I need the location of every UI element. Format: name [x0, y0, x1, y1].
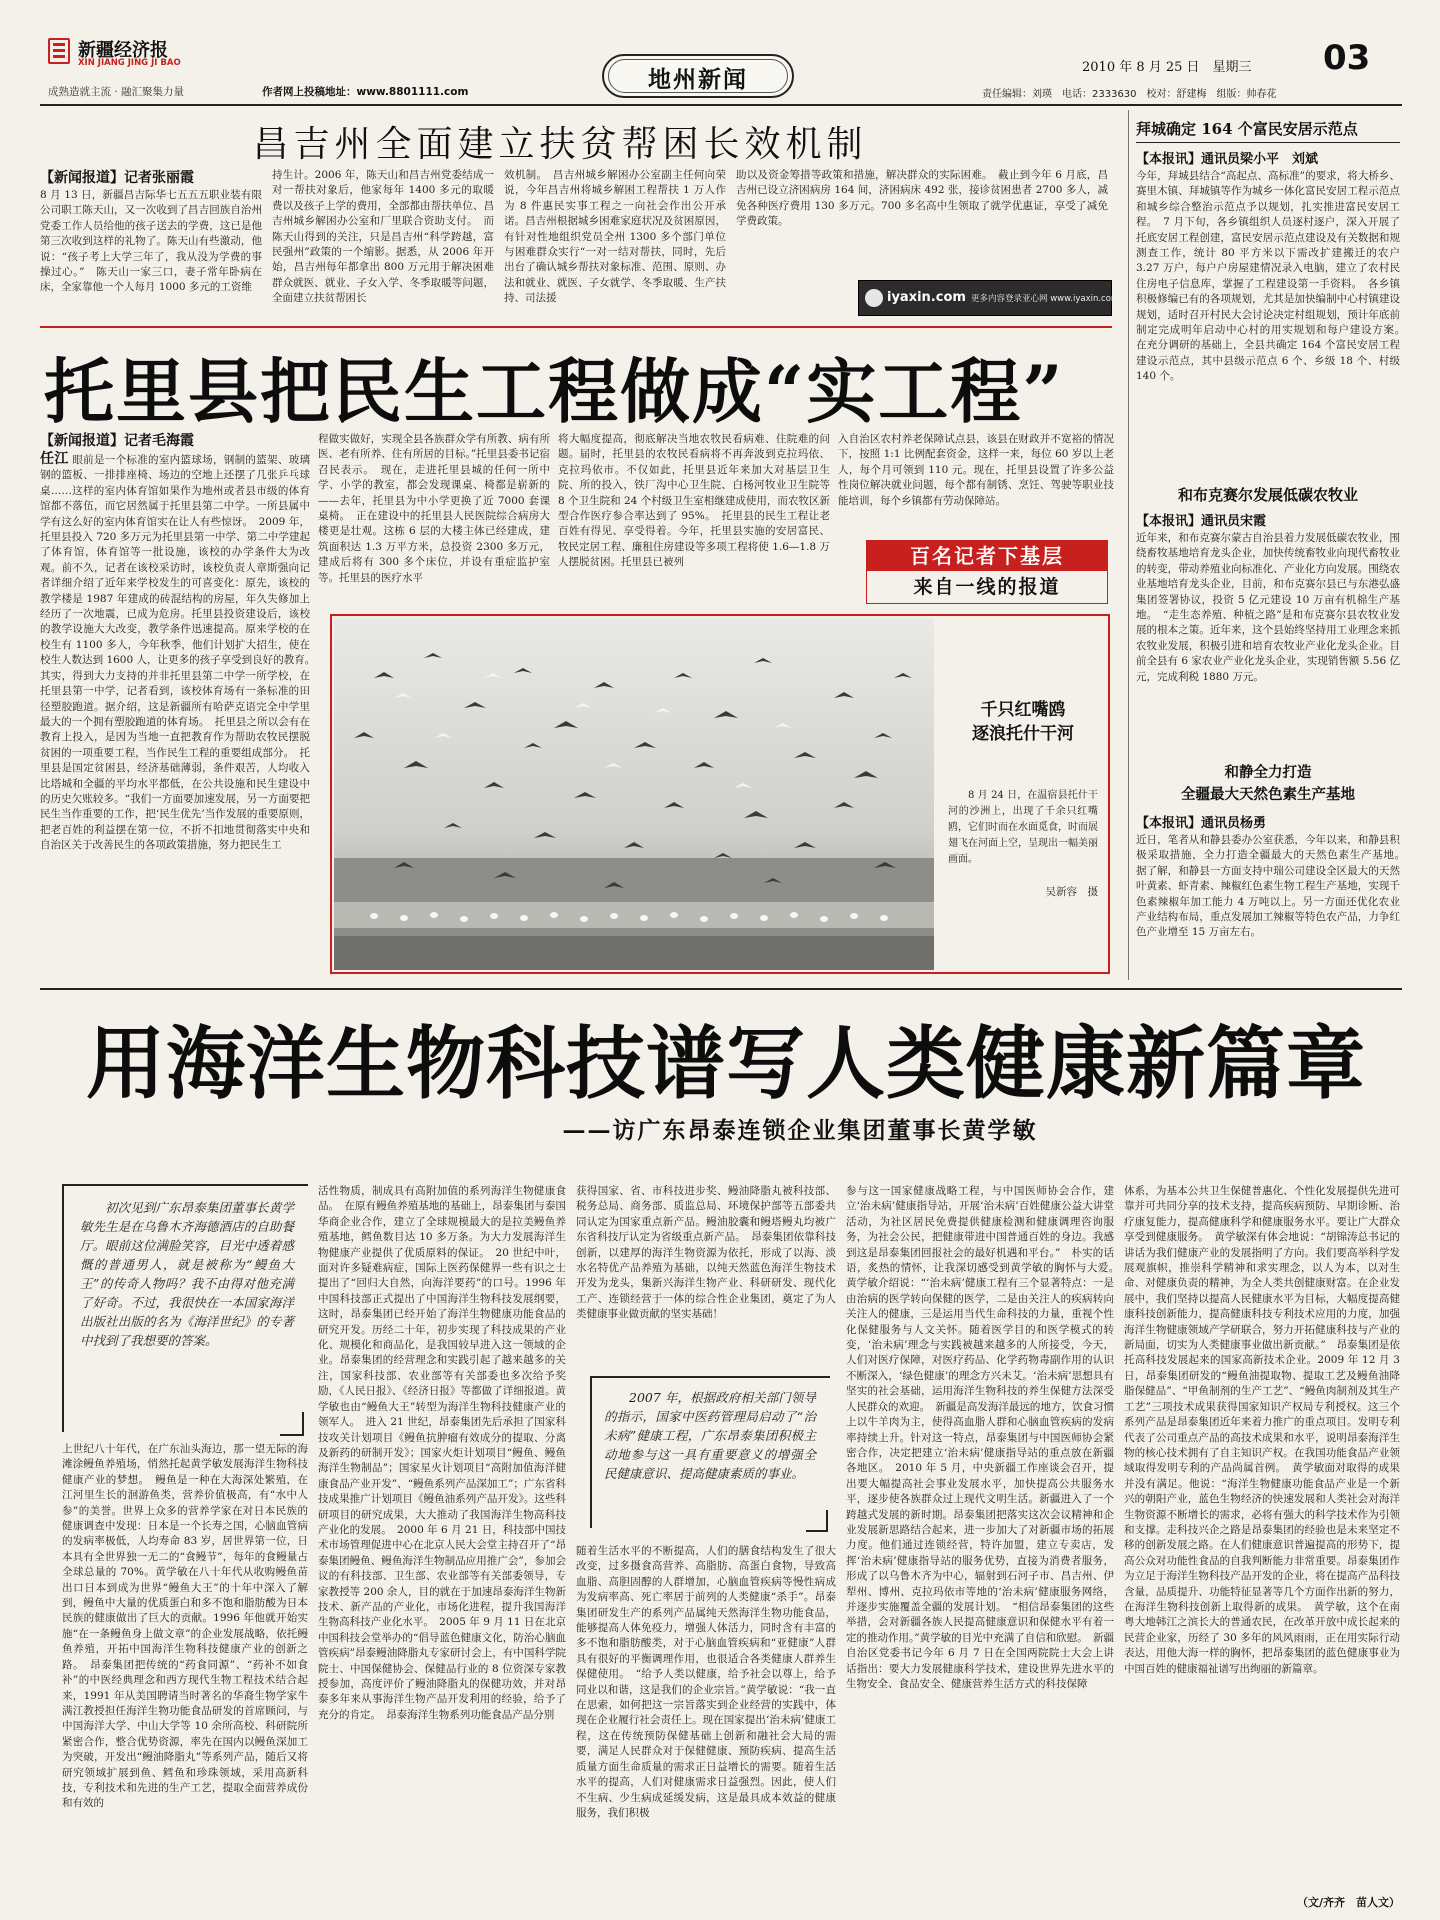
- article2-text-1: 眼前是一个标准的室内篮球场，钢制的篮架、玻璃钢的篮板、一排排座椅、场边的空地上还摆了几张乒乓球桌……这样的室内体育馆如果作为地州或者县市级的体育馆都不落伍，而它居然属于托里县第二中学。一所县属中学有这么好的室内体育馆实在让人有些惊讶。 2009 年，托里县投入 720 多万元为托里县第一中学、第二中学建起了体育馆，体育馆等一批设施，该校的办学条件大为改观。前不久，记者在该校采访时，该校负责人章斯强向记者详细介绍了近年来学校发生的可喜变化：原先，该校的教学楼是 1987 年建成的砖混结构的房屋，年久失修加上经历了一次地震，已成为危房。托里县投资建设后，该校的教学设施大大改变，教学条件迅速提高。原来学校的在校生有 1100 多人，今年秋季，他们计划扩大招生，使在校生人数达到 1600 人，让更多的孩子享受到良好的教育。 其实，得到大力支持的并非托里县第二中学一所学校，在托里县第一中学，记者看到，该校体育场有一条标准的田径塑胶跑道。据介绍，这是新疆所有哈萨克语完全中学里最大的一个拥有塑胶跑道的体育场。 托里县之所以会有在教育上投入，是因为当地一直把教育作为帮助农牧民摆脱贫困的一项重要工程，当作民生工程的重要组成部分。 托里县是国定贫困县，经济基础薄弱，条件艰苦，人均收入比塔城和全疆的平均水平都低，在公共设施和民生建设中的历史欠账较多。“我们一方面要加速发展，另一方面要把民生当作重要的工作，把‘民生优先’当作发展的重要原则，把老百姓的利益摆在第一位，不折不扣地贯彻落实中央和自治区关于改善民生的各项政策措施，努力把民生工: [40, 454, 321, 852]
- ad-text: 更多内容登录亚心网 www.iyaxin.com: [971, 294, 1120, 304]
- article2-col-4: 入自治区农村养老保障试点县，该县在财政并不宽裕的情况下，按照 1:1 比例配套资金，这样一来，每位 60 岁以上老人，每个月可领到 110 元。现在，托里县设置了许多公益性岗位解决就业问题，每个都有制锈、烹饪、驾驶等职业技能培训，每个乡镇都有劳动保障站。: [838, 433, 1114, 507]
- article2-headline: 托里县把民生工程做成“实工程”: [44, 350, 1065, 433]
- article2-byline: 【新闻报道】记者毛海霞: [40, 433, 194, 449]
- article2-col-3: 将大幅度提高，彻底解决当地农牧民看病难、住院难的问题。届时，托里县的农牧民看病将不再奔波到克拉玛依、克拉玛依市。不仅如此，托里县近年来加大对基层卫生院、所的投入，铁厂沟中心卫生院、白杨河牧业卫生院等 8 个卫生院和 24 个村级卫生室相继建成使用，而农牧区新型合作医疗参合率达到了 95%。 托里县的民生工程让老百姓有得见、享受得着。今年，托里县实施的安居富民、牧民定居工程、廉租住房建设等多项工程将使 1.6—1.8 万人摆脱贫困。托里县已被列: [558, 433, 830, 569]
- article1-headline: 昌吉州全面建立扶贫帮困长效机制: [252, 124, 868, 165]
- article1-bottom-rule: [40, 326, 1112, 328]
- quote-text-1: 初次见到广东昂泰集团董事长黄学敏先生是在乌鲁木齐海德酒店的自助餐厅。眼前这位满脸笑容，目光中透着感慨的普通男人，就是被称为“鳗鱼大王”的传奇人物吗？我不由得对他充满了好奇。不过，我很快在一本国家海洋出版社出版的名为《海洋世纪》的专著中找到了我想要的答案。: [80, 1200, 294, 1348]
- sidebar-body-2: 近年来，和布克赛尔蒙古自治县着力发展低碳农牧业，围绕畜牧基地培育龙头企业，加快传统畜牧业向现代畜牧业的转变，带动养殖业向标准化、产业化方向发展。围绕农业基地培育龙头企业，目前，和布克赛尔县已与东港弘盛集团签署协议，投资 5 亿元建设 10 万亩有机棉生产基地。 “走生态养殖、种植之路”是和布克赛尔县农牧业发展的根本之策。近年来，这个县始终坚持用工业理念来抓农牧业发展，积极引进和培育农牧业产业化龙头企业。目前全县有 6 家农业产业化龙头企业，实现销售额 5.56 亿元，完成利税 1880 万元。: [1136, 532, 1400, 683]
- article3-col-5: 体系，为基本公共卫生保健普惠化、个性化发展提供先进可靠并可共同分享的技术支持，提高疾病预防、早期诊断、治疗康复能力，提高健康科学和健康服务水平。要让广大群众享受到健康服务。 黄学敏深有体会地说：“胡锦涛总书记的讲话为我们健康产业的发展指明了方向。我们要高举科学发展观旗帜，推崇科学精神和求实理念，以人为本，以对生命、对健康负责的精神，为全人类共创健康财富。在企业发展中，我们坚持以提高人民健康水平为目标，大幅度提高健康科技创新能力，提高健康科技专利技术应用的力度，加强海洋生物健康领域产学研联合，努力开拓健康科技与产业的新局面，切实为人类健康事业做出新贡献。” 昂泰集团是依托高科技发展起来的国家高新技术企业。2009 年 12 月 3 日，昂泰集团研发的“鳗鱼油提取物、提取工艺及鳗鱼油降脂保健品”、“甲鱼制剂的生产工艺”、“鳗鱼肉制剂及其生产工艺”三项技术成果获得国家知识产权局专利授权。这三个系列产品是昂泰集团近年来着力推广的重点项目。发明专利代表了公司重点产品的高技术成果和水平，说明昂泰海洋生物的核心技术拥有了自主知识产权。在我国功能食品产业领域取得发明专利的产品尚属首例。 黄学敏面对取得的成果并没有满足。他说：“海洋生物健康功能食品产业是一个新兴的朝阳产业，蓝色生物经济的快速发展和人类社会对海洋生物资源不断增长的需求，必将有强大的科学技术作为引领和支撑。走科技兴企之路是昂泰集团的经验也是未来坚定不移的创新发展之路。在人们健康意识普遍提高的形势下，提高公众对功能性食品的自我判断能力非常重要。昂泰集团作为立足于海洋生物科技产品开发的企业，将在提高产品科技含量，品质提升、功能特征显著等几个方面作出新的努力，在海洋生物科技创新上取得新的成果。 黄学敏，这个在南粤大地韩江之滨长大的普通农民，在改革开放中成长起来的民营企业家，历经了 30 多年的风风雨雨，正在用实际行动表达，用他大海一样的胸怀，把昂泰集团的蓝色健康事业为中国百姓的健康福祉谱写出绚丽的新篇章。: [1124, 1185, 1400, 1675]
- photo-title: [948, 698, 1098, 746]
- photo-caption: 8 月 24 日，在温宿县托什干河的沙洲上，出现了千余只红嘴鸥，它们时而在水面觅食，时而展翅飞在河面上空，呈现出一幅美丽画面。: [948, 790, 1098, 865]
- article1-col-3: 效机制。 昌吉州城乡解困办公室副主任何向荣说，今年昌吉州将城乡解困工程帮扶 1 万人作为 8 件惠民实事工程之一向社会作出公开承诺。昌吉州根据城乡困难家庭状况及贫困原因，有针对性地组织党员全州 1300 多个部门单位与困难群众实行“一对一结对帮扶，同时，先后出台了确认城乡帮扶对象标准、范围、原则、办法和就业、就医、子女就学、冬季取暖、生产扶持、司法援: [504, 169, 726, 305]
- article1-col-2: 持生计。2006 年，陈天山和昌吉州党委结成一对一帮扶对象后，他家每年 1400 多元的取暖费以及孩子上学的费用，全部都由帮扶单位、昌吉州城乡解困办公室和厂里联合资助支付。 而陈天山得到的关注，只是昌吉州“科学跨越，富民强州”政策的一个缩影。据悉，从 2006 年开始，昌吉州每年都拿出 800 万元用于解决困难群众就医、就业、子女入学、冬季取暖等问题，全面建立扶贫帮困长: [272, 169, 494, 305]
- sidebar-head-3-line1: 和静全力打造: [1224, 764, 1312, 781]
- logo-text: 新疆经济报: [78, 40, 168, 61]
- sidebar-head-2: 和布克赛尔发展低碳农牧业: [1177, 486, 1358, 504]
- sidebar-byline-1: 【本报讯】通讯员梁小平 刘斌: [1136, 152, 1319, 167]
- series-badge: [866, 540, 1108, 604]
- sidebar-rule-1: [1136, 142, 1400, 143]
- article1-col-4: 助以及资金筹措等政策和措施，解决群众的实际困难。 截止到今年 6 月底，昌吉州已设立济困病房 164 间，济困病床 492 张，接诊贫困患者 2700 多人，减免各种医疗费用 130 多万元。700 多名高中生领取了就学优惠证，享受了减免学费政策。: [736, 169, 1108, 228]
- article3-col-2: 活性物质，制成具有高附加值的系列海洋生物健康食品。 在原有鳗鱼养殖基地的基础上，昂泰集团与泰国华商企业合作，建立了全球规模最大的是拉美鳗鱼养殖基地，鳕鱼数目达 10 多万条。为大力发展海洋生物健康产业提供了优质原料的保证。 20 世纪中叶，面对许多疑难病症，国际上医药保健界一些有识之士提出了“回归大自然，向海洋要药”的口号。1996 年中国科技部正式提出了中国海洋生物科技发展纲要，这时，昂泰集团已经开始了海洋生物健康功能食品的研究开发。历经二十年，初步实现了科技成果的产业化、规模化和商品化，是我国较早进入这一领域的企业。昂泰集团的经营理念和实践引起了越来越多的关注，国家科技部、农业部等有关部委也多次给予奖励，《人民日报》、《经济日报》等都做了详细报道。黄学敏也由“鳗鱼大王”转型为海洋生物科技健康产业的领军人。 进入 21 世纪，昂泰集团先后承担了国家科技攻关计划项目《鳗鱼抗肿瘤有效成分的提取、分离及新药的研制开发》；国家火炬计划项目“鳗鱼、鳗鱼海洋生物制品”；国家星火计划项目“高附加值海洋健康食品产业开发”、“鳗鱼系列产品深加工”；广东省科技成果推广计划项目《鳗鱼油系列产品开发》。这些科研项目的研究成果，大大推动了我国海洋生物高科技产业化的发展。 2000 年 6 月 21 日，科技部中国技术市场管理促进中心在北京人民大会堂主持召开了“昂泰集团鳗鱼、鳗鱼海洋生物制品应用推广会”，参加会议的有科技部、卫生部、农业部等有关部委领导，专家教授等 200 余人，目的就在于加速昂泰海洋生物新技术、新产品的产业化，市场化进程，提升我国海洋生物高科技产业化水平。 2005 年 9 月 11 日在北京中国科技会堂举办的“倡导蓝色健康文化，防治心脑血管疾病”昂泰鳗油降脂丸专家研讨会上，有中国科学院院士、中国保健协会、保健品行业的 8 位资深专家教授参加，高度评价了鳗油降脂丸的保健功效，并对昂泰多年来从事海洋生物产品开发利用的经验，给予了充分的肯定。 昂泰海洋生物系列功能食品产品分别: [318, 1185, 566, 1721]
- page-number: 03: [1323, 38, 1371, 78]
- iyaxin-logo-icon: [865, 289, 883, 307]
- article2-col-2: 程做实做好，实现全县各族群众学有所教、病有所医、老有所养、住有所居的目标。”托里县委书记宿召民表示。 现在，走进托里县城的任何一所中学、小学的教室，都会发现课桌、椅都是崭新的——去年，托里县为中小学更换了近 7000 套课桌椅。 正在建设中的托里县人民医院综合病房大楼更是壮观。这栋 6 层的大楼主体已经建成，建筑面积达 1.3 万平方米，总投资 2300 多万元，建成后将有 300 多个床位，并设有重症监护室等。托里县的医疗水平: [318, 433, 550, 584]
- article2-bottom-rule: [40, 988, 1402, 990]
- issue-date: 2010 年 8 月 25 日 星期三: [1082, 60, 1252, 75]
- series-badge-bottom: 来自一线的报道: [913, 576, 1061, 598]
- sidebar-story-3: [1136, 814, 1411, 980]
- logo-pinyin: XIN JIANG JING JI BAO: [78, 58, 181, 68]
- masthead-logo: [48, 34, 218, 74]
- article3-col-3b: 随着生活水平的不断提高，人们的膳食结构发生了很大改变，过多摄食高营养、高脂肪、高蛋白食物，导致高血脂、高胆固醇的人群增加，心脑血管疾病等慢性病成为发病率高、死亡率居于前列的人类健康“杀手”。昂泰集团研发生产的系列产品属纯天然海洋生物功能食品，能够提高人体免疫力，增强人体活力，同时含有丰富的多不饱和脂肪酸类，对于心脑血管疾病和“亚健康”人群具有很好的平衡调理作用，也很适合各类健康人群养生保健使用。 “给予人类以健康，给予社会以尊上，给予同业以和谐，这是我们的企业宗旨。”黄学敏说：“我一直在思索，如何把这一宗旨落实到企业经营的实践中，体现在企业履行社会责任上。现在国家提出‘治未病’健康工程，这在传统预防保健基础上创新和融社会大局的需要，满足人民群众对于保健健康、预防疾病、提高生活质量方面生命质量的需求正日益增长的需要。随着生活水平的提高，人们对健康需求日益强烈。因此，使人们不生病、少生病成延缓发病，这是最具成本效益的健康服务，我们积极: [576, 1545, 836, 1819]
- sidebar-body-1: 今年，拜城县结合“高起点、高标准”的要求，将大桥乡、赛里木镇、拜城镇等作为城乡一体化富民安居工程示范点和城乡综合整治示范点予以规划，扎实推进富民安居工程。 7 月下旬，各乡镇组织人员逐村逐户，深入开展了托底安居工程创建，富民安居示范点建设及有关数据和规测查工作，统计 80 平方米以下需改扩建搬迁的农户 3.27 万户，每户户房屋建情况录入电脑，建立了农村民住房电子信息库，掌握了工程建设第一手资料。 各乡镇积极修编已有的各项规划，尤其是加快编制中心村镇建设规划，适时召开村民大会讨论决定村组规划，预计年底前制定完成明年启动中心村的用实规划和每户建设方案。 在充分调研的基础上，全县共确定 164 个富民安居工程建设示范点，其中县级示范点 6 个、乡级 18 个、村级 140 个。: [1136, 170, 1411, 383]
- article1-byline: 【新闻报道】记者张丽霞: [40, 170, 194, 186]
- photo-credit: 吴新容 摄: [1045, 886, 1098, 898]
- article1-text-1: 8 月 13 日，新疆昌吉际华七五五五职业装有限公司职工陈天山，又一次收到了昌吉回族自治州党委工作人员给他的孩子送去的学费，这已是他第三次收到这样的礼物了。陈天山有些激动，他说：“孩子考上大学三年了，我从没为学费的事操过心。” 陈天山一家三口，妻子常年卧病在床，全家靠他一个人每月 1000 多元的工资维: [40, 189, 262, 294]
- quote-box-1-end: [280, 1412, 304, 1436]
- sidebar-body-3: 近日，笔者从和静县委办公室获悉，今年以来，和静县积极采取措施，全力打造全疆最大的天然色素生产基地。 据了解，和静县一方面支持中瑞公司建设全区最大的天然叶黄素、虾青素、辣椒红色素生物工程生产基地，实现千色素辣椒年加工能力 4 万吨以上。另一方面还优化农业产业结构布局，重点发展加工辣椒等特色农产品，力争红色产业增至 15 万亩左右。: [1136, 834, 1411, 939]
- slogan: 成熟造就主流 · 融汇聚集力量: [48, 86, 185, 98]
- article3-col-3a: 获得国家、省、市科技进步奖、鳗油降脂丸被科技部、税务总局、商务部、质监总局、环境保护部等五部委共同认定为国家重点新产品。鳗油胶囊和鳗塔鳗丸均被广东省科技厅认定为省级重点新产品。 昂泰集团依靠科技创新，以建厚的海洋生物资源为依托，形成了以海、淡水名特优产品养殖为基础，以纯天然蓝色海洋生物技术开发为龙头，集新兴海洋生物产业、科研研发、现代化工产、连锁经营于一体的综合性企业集团，奠定了为人类健康事业做贡献的坚实基础！: [576, 1185, 836, 1321]
- article3-signature: （文/齐齐 苗人文）: [1296, 1896, 1400, 1909]
- sidebar-head-1: 拜城确定 164 个富民安居示范点: [1136, 120, 1358, 138]
- gulls-photo-image: [334, 618, 934, 970]
- photo-gulls: [334, 618, 934, 970]
- quote-text-2: 2007 年，根据政府相关部门领导的指示，国家中医药管理局启动了“治未病”健康工程，广东昂泰集团积极主动地参与这一具有重要意义的增强全民健康意识、提高健康素质的事业。: [604, 1390, 816, 1481]
- article2-reporter: 任江: [40, 451, 69, 467]
- article3-subhead: ——访广东昂泰连锁企业集团董事长黄学敏: [562, 1117, 1038, 1144]
- series-badge-top: 百名记者下基层: [867, 541, 1107, 571]
- ad-brand: iyaxin.com: [887, 290, 966, 305]
- section-title: 地州新闻: [648, 66, 748, 93]
- editors-line: 责任编辑：刘瑛 电话：2333630 校对：舒建梅 组版：帅春花: [982, 89, 1277, 100]
- iyaxin-ad-banner[interactable]: [858, 280, 1120, 316]
- article3-col-1: 上世纪八十年代，在广东汕头海边，那一望无际的海滩涂鳗鱼养殖场，悄然托起黄学敏发展海洋生物科技健康产业的梦想。 鳗鱼是一种在大海深处繁殖，在江河里生长的洄游鱼类，营养价值极高，有“水中人参”的美誉。世界上众多的营养学家在对日本民族的健康调查中发现：日本是一个长寿之国，心脑血管病的发病率极低，人均寿命 83 岁，居世界第一位，日本具有全世界独一无二的“食鳗节”，每年的食鳗量占全球总量的 70%。黄学敏在八十年代从收购鳗鱼苗出口日本到成为世界“鳗鱼大王”的十年中深入了解到，鳗鱼中大量的优质蛋白和多不饱和脂肪酸为日本民族的健康做出了巨大的贡献。1996 年他就开始实施“在一条鳗鱼身上做文章”的企业发展战略，依托鳗鱼养殖，开拓中国海洋生物科技健康产业的创新之路。 昂泰集团把传统的“药食同源”、“药补不如食补”的中医经典理念和西方现代生物工程技术结合起来，1991 年从美国聘请当时著名的华裔生物学家牛满江教授担任海洋生物功能食品研发的首席顾问，与中国海洋大学、中山大学等 10 余所高校、科研院所紧密合作，整合优势资源，率先在国内以鳗鱼深加工为突破，开发出“鳗油降脂丸”等系列产品，随后又将研究领域扩展到鱼、鳕鱼和珍珠领域，采用高新科技，专利技术和先进的生产工艺，提取全面营养成份和有效的: [62, 1443, 308, 1810]
- right-column-rule: [1128, 110, 1129, 980]
- sidebar-head-3: [1136, 762, 1400, 806]
- article3-headline: 用海洋生物科技谱写人类健康新篇章: [86, 1017, 1366, 1110]
- quote-box-2-end: [806, 1510, 828, 1532]
- logo-icon: [48, 38, 70, 64]
- sidebar-story-2: [1136, 512, 1400, 756]
- submission-address: 作者网上投稿地址：www.8801111.com: [262, 86, 469, 98]
- sidebar-byline-2: 【本报讯】通讯员宋霞: [1136, 514, 1267, 529]
- article2-col-1: [40, 432, 321, 980]
- photo-title-line1: 千只红嘴鸥: [980, 700, 1066, 720]
- sidebar-byline-3: 【本报讯】通讯员杨勇: [1136, 816, 1267, 831]
- sidebar-head-3-line2: 全疆最大天然色素生产基地: [1181, 786, 1355, 803]
- sidebar-story-1: [1136, 150, 1411, 476]
- photo-title-line2: 逐浪托什干河: [972, 724, 1074, 744]
- article1-col-1: [40, 168, 262, 320]
- masthead-rule: [40, 104, 1402, 106]
- article3-col-4: 参与这一国家健康战略工程，与中国医师协会合作，建立‘治未病’健康指导站，开展‘治未病’百姓健康公益大讲堂活动，为社区居民免费提供健康检测和健康调理咨询服务，为社会公民，把健康带进中国普通百姓的身边。我感到这是昂泰集团回报社会的最好机遇和平台。” 朴实的话语，炙热的情怀，让我深切感受到黄学敏的胸怀与大爱。 黄学敏介绍说：“‘治未病’健康工程有三个显著特点：一是由治病的医学转向保健的医学，二是由关注人的疾病转向关注人的健康，三是运用当代生命科技的力量，重视个性化保健服务与人文关怀。随着医学目的和医学模式的转变，‘治未病’理念与实践被越来越多的人所接受，今天，人们对医疗保障，对医疗药品、化学药物毒副作用的认识不断深入，‘绿色健康’的理念方兴未艾。‘治未病’思想具有坚实的社会基础，运用海洋生物科技的养生保健方法深受人民群众的欢迎。 新疆是高发海洋最远的地方，饮食习惯上以牛羊肉为主，使得高血脂人群和心脑血管疾病的发病率持续上升。针对这一特点，昂泰集团与中国医师协会紧密合作，决定把建立‘治未病’健康指导站的重点放在新疆各地区。 2010 年 5 月，中央新疆工作座谈会召开，提出要大幅提高社会事业发展水平，加快提高公共服务水平，逐步使各族群众过上现代文明生活。新疆进入了一个跨越式发展的新时期。昂泰集团把落实这次会议精神和企业发展新思路结合起来，进一步加大了对新疆市场的拓展力度。他们通过连锁经营，特许加盟，建立专卖店，发挥‘治未病’健康指导站的服务优势，直接为消费者服务，形成了以乌鲁木齐为中心，辐射到石河子市、昌吉州、伊犁州、博州、克拉玛依市等地的‘治未病’健康服务网络，并逐步实施覆盖全疆的发展计划。 “相信昂泰集团的这些举措，会对新疆各族人民提高健康意识和保健水平有着一定的推动作用。”黄学敏的目光中充满了自信和欣慰。 新疆自治区党委书记今年 6 月 7 日在全国两院院士大会上讲话指出：要大力发展健康科学技术，建设世界先进水平的生物安全、食品安全、健康营养生活方式的科技保障: [846, 1185, 1125, 1690]
